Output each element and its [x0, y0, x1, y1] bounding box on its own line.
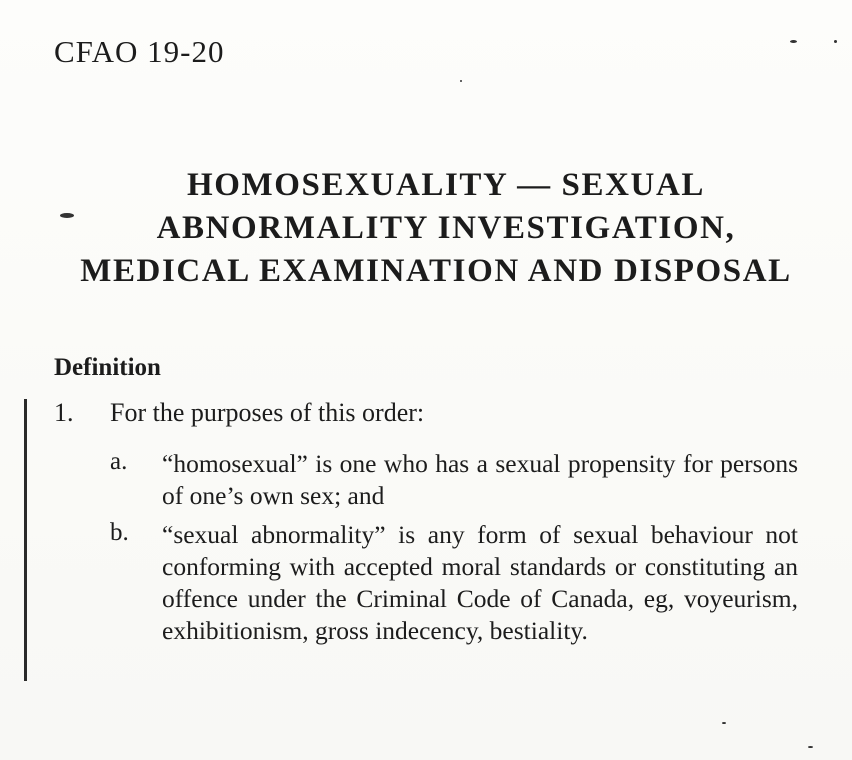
paragraph-text: For the purposes of this order:: [110, 398, 425, 427]
scan-speck: [790, 40, 797, 43]
scan-speck: [60, 213, 74, 218]
definition-letter: b.: [110, 519, 129, 546]
definition-text: “homosexual” is one who has a sexual propensity for persons of one’s own sex; and: [162, 449, 798, 510]
title-line-2: ABNORMALITY INVESTIGATION,: [156, 210, 736, 246]
section-heading: Definition: [54, 354, 161, 381]
definition-text: “sexual abnormality” is any form of sexual behaviour not conforming with accepted moral standards or constituting an offence under the Criminal Code of Canada, eg, voyeurism, exhibitionism, gross indecency, bestiality.: [162, 520, 798, 645]
document-title: [0, 164, 852, 293]
scan-speck: [722, 722, 726, 724]
title-line-1: HOMOSEXUALITY — SEXUAL: [186, 167, 706, 203]
definition-item-b: [110, 519, 810, 689]
paragraph-number: 1.: [54, 398, 74, 427]
scan-speck: [808, 746, 813, 748]
document-code: CFAO 19-20: [54, 34, 225, 69]
margin-change-bar: [24, 399, 27, 681]
title-line-3: MEDICAL EXAMINATION AND DISPOSAL: [80, 253, 792, 289]
definition-item-a: [110, 448, 810, 518]
scan-speck: [460, 80, 462, 82]
definition-letter: a.: [110, 448, 128, 475]
scan-speck: [834, 40, 837, 43]
